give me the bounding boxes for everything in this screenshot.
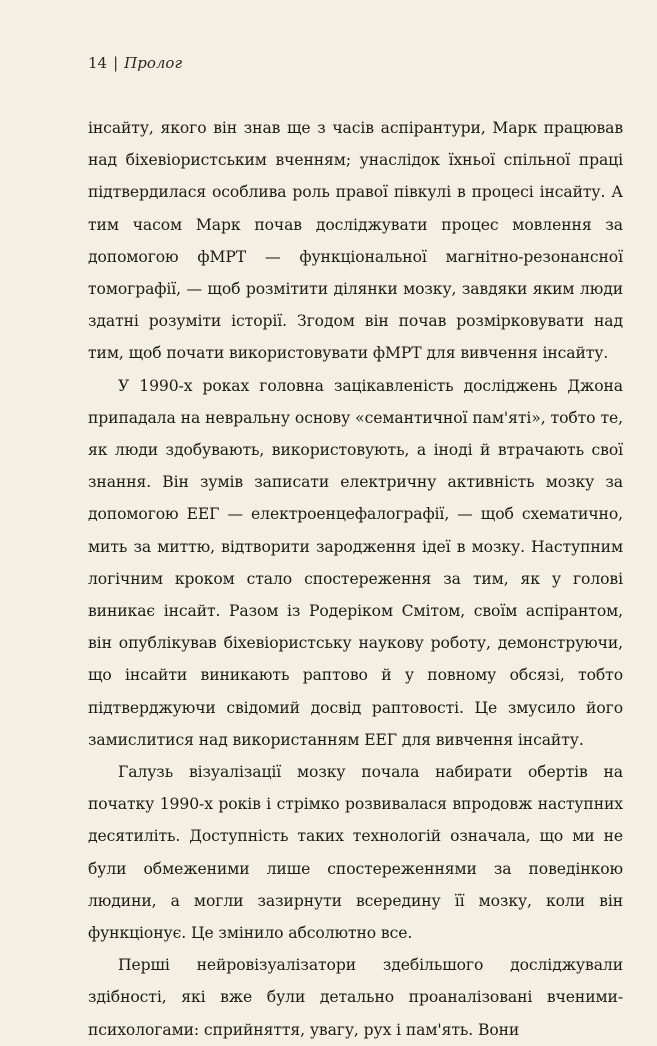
header-separator: |	[113, 54, 119, 72]
paragraph-continued: інсайту, якого він знав ще з часів аспірантури, Марк працював над біхевіористським вченням; унаслідок їхньої спільної праці підтвердилася особлива роль правої півкулі в процесі інсайту. А тим часом Марк почав досліджувати процес мовлення за допомогою фМРТ — функціональної магнітно-резонансної томографії, — щоб розмітити ділянки мозку, завдяки яким люди здатні розуміти історії. Згодом він почав розмірковувати над тим, щоб почати використовувати фМРТ для вивчення інсайту.	[88, 119, 623, 363]
paragraph: Перші нейровізуалізатори здебільшого досліджували здібності, які вже були детально проаналізовані вченими-психологами: сприйняття, увагу, рух і пам'ять. Вони	[88, 956, 623, 1039]
page-number: 14	[88, 54, 108, 72]
running-head	[88, 54, 182, 72]
section-title: Пролог	[124, 54, 183, 72]
body-text	[88, 112, 623, 1046]
paragraph: У 1990-х роках головна зацікавленість досліджень Джона припадала на невральну основу «семантичної пам'яті», тобто те, як люди здобувають, використовують, а іноді й втрачають свої знання. Він зумів записати електричну активність мозку за допомогою ЕЕГ — електроенцефалографії, — щоб схематично, мить за миттю, відтворити зародження ідеї в мозку. Наступним логічним кроком стало спостереження за тим, як у голові виникає інсайт. Разом із Родеріком Смітом, своїм аспірантом, він опублікував біхевіористську наукову роботу, демонструючи, що інсайти виникають раптово й у повному обсязі, тобто підтверджуючи свідомий досвід раптовості. Це змусило його замислитися над використанням ЕЕГ для вивчення інсайту.	[88, 376, 623, 749]
paragraph: Галузь візуалізації мозку почала набирати обертів на початку 1990-х років і стрімко розвивалася впродовж наступних десятиліть. Доступність таких технологій означала, що ми не були обмеженими лише спостереженнями за поведінкою людини, а могли зазирнути всередину її мозку, коли він функціонує. Це змінило абсолютно все.	[88, 763, 623, 943]
